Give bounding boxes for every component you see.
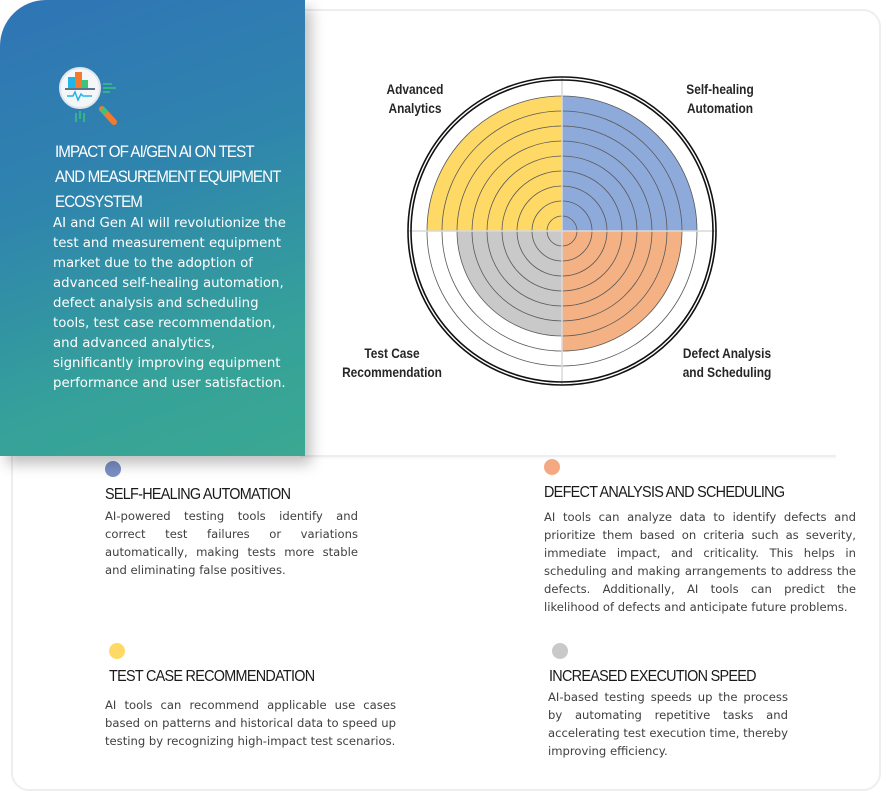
chart-label-line: Test Case (364, 345, 420, 361)
chart-label-line: Automation (686, 100, 754, 116)
feature-description: AI-based testing speeds up the process by automating repetitive tasks and accelerating test execution time, thereby improving efficiency. (548, 690, 788, 758)
panel-title (55, 140, 294, 215)
legend-dot (552, 643, 568, 659)
analytics-magnifier-icon (54, 66, 124, 128)
chart-label-line: Self-healing (686, 81, 754, 97)
chart-label-line: and Scheduling (682, 364, 772, 380)
polar-wedge-test-case-recommendation (457, 231, 562, 336)
panel-title-line: AND MEASUREMENT EQUIPMENT (55, 168, 281, 186)
chart-label-line: Advanced (386, 81, 444, 97)
chart-label-line: Recommendation (342, 364, 442, 380)
legend-dot (109, 643, 125, 659)
legend-dot (105, 461, 121, 477)
chart-label-test-case-recommendation (341, 344, 443, 382)
panel-title-line: ECOSYSTEM (55, 193, 143, 211)
feature-title: INCREASED EXECUTION SPEED (549, 668, 756, 685)
feature-description: AI tools can analyze data to identify defects and prioritize them based on criteria such as severity, immediate impact, and criticality. This helps in scheduling and making arrangements to address the defects. Additionally, AI tools can predict the likelihood of defects and anticipate future problems. (544, 510, 856, 614)
chart-label-self-healing-automation (673, 80, 767, 118)
legend-dot (544, 459, 560, 475)
panel-title-line: IMPACT OF AI/GEN AI ON TEST (55, 143, 254, 161)
chart-label-line: Analytics (388, 100, 442, 116)
chart-label-advanced-analytics (368, 80, 462, 118)
section-divider (300, 455, 836, 457)
feature-title: SELF-HEALING AUTOMATION (105, 486, 291, 503)
intro-panel (0, 0, 305, 456)
panel-description: AI and Gen AI will revolutionize the test and measurement equipment market due to the adoption of advanced self-healing automation, defect analysis and scheduling tools, test case recommendation, and advanced analytics, significantly improving equipment performance and user satisfaction. (53, 216, 286, 391)
polar-area-chart (330, 60, 790, 400)
chart-label-line: Defect Analysis (682, 345, 772, 361)
feature-title: TEST CASE RECOMMENDATION (109, 668, 315, 685)
chart-label-defect-analysis (680, 344, 774, 382)
feature-description: AI tools can recommend applicable use cases based on patterns and historical data to speed up testing by recognizing high-impact test scenarios. (105, 698, 396, 748)
feature-description: AI-powered testing tools identify and correct test failures or variations automatically, making tests more stable and eliminating false positives. (105, 509, 358, 577)
polar-wedge-defect-analysis-and-scheduling (562, 231, 682, 351)
feature-title: DEFECT ANALYSIS AND SCHEDULING (544, 484, 785, 501)
